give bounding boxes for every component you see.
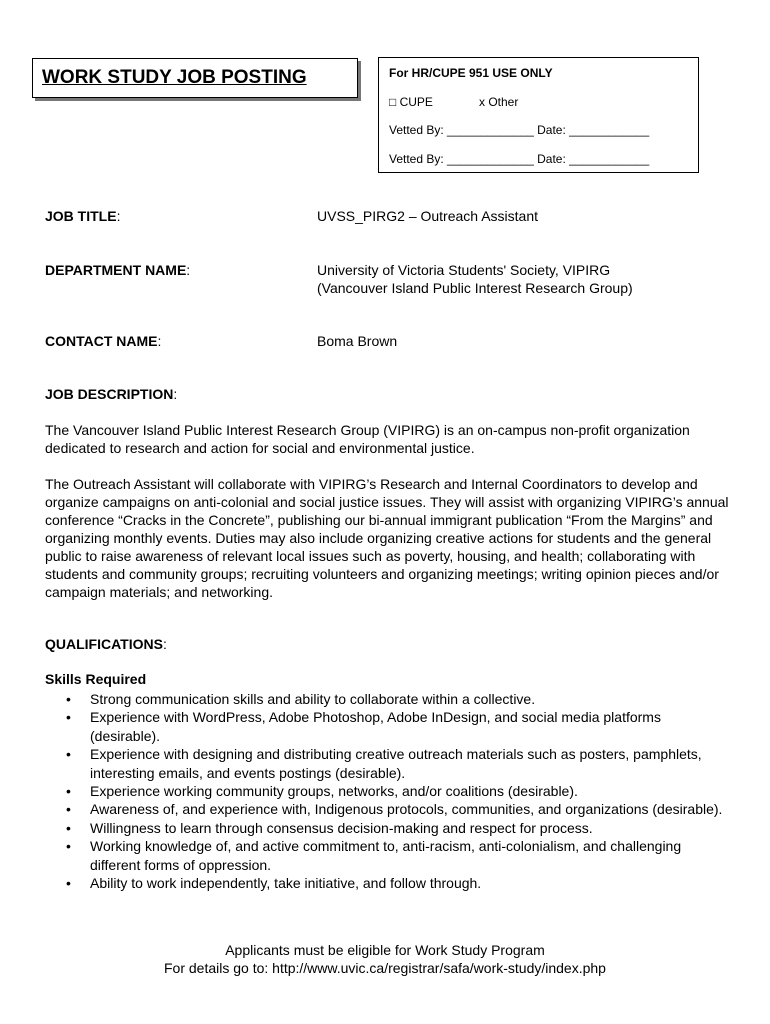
skill-text: Working knowledge of, and active commitment to, anti-racism, anti-colonialism, and challenging different forms of oppression. <box>90 838 682 873</box>
contact-value: Boma Brown <box>317 333 398 349</box>
hr-use-only-box <box>378 57 699 173</box>
cupe-checkbox[interactable]: □ CUPE <box>389 95 433 109</box>
footer-eligibility: Applicants must be eligible for Work Study Program <box>225 942 545 958</box>
bullet-icon: • <box>66 691 71 707</box>
skill-item <box>45 800 725 818</box>
footer-details-link[interactable]: For details go to: http://www.uvic.ca/registrar/safa/work-study/index.php <box>164 960 606 976</box>
skill-text: Willingness to learn through consensus decision-making and respect for process. <box>90 819 593 836</box>
skill-text: Strong communication skills and ability to collaborate within a collective. <box>90 691 536 707</box>
vetted-line-1: Vetted By: _____________ Date: ____________ <box>389 123 650 137</box>
posting-title-box <box>32 58 358 98</box>
job-description-heading: JOB DESCRIPTION: <box>45 386 178 402</box>
skills-required-heading: Skills Required <box>45 671 147 687</box>
skill-text: Awareness of, and experience with, Indigenous protocols, communities, and organizations (desirable). <box>90 801 723 818</box>
job-title-value: UVSS_PIRG2 – Outreach Assistant <box>317 208 538 224</box>
bullet-icon: • <box>66 838 71 855</box>
skill-item <box>45 874 725 892</box>
bullet-icon: • <box>66 709 71 726</box>
skill-text: Experience with designing and distributing creative outreach materials such as posters, pamphlets, interesting emails, and events postings (desirable). <box>90 746 702 781</box>
description-paragraph-2: The Outreach Assistant will collaborate with VIPIRG’s Research and Internal Coordinators to develop and organize campaigns on anti-colonial and social justice issues. They will assist with organizing VIPIRG’s annual conference “Cracks in the Concrete”, publishing our bi-annual immigrant publication “From the Margins” and organizing monthly events. Duties may also include organizing creative actions for students and the general public to raise awareness of relevant local issues such as poverty, housing, and health; collaborating with students and community groups; recruiting volunteers and organizing meetings; writing opinion pieces and/or campaign materials; and networking. <box>45 476 729 600</box>
skill-item <box>45 837 725 874</box>
skills-list <box>45 690 725 892</box>
department-label: DEPARTMENT NAME: <box>45 262 191 278</box>
qualifications-heading: QUALIFICATIONS: <box>45 636 167 652</box>
department-value: University of Victoria Students' Society, VIPIRG (Vancouver Island Public Interest Research Group) <box>317 262 633 296</box>
description-paragraph-1: The Vancouver Island Public Interest Research Group (VIPIRG) is an on-campus non-profit organization dedicated to research and action for social and environmental justice. <box>45 422 690 456</box>
skill-item <box>45 819 725 837</box>
skill-item <box>45 690 725 708</box>
bullet-icon: • <box>66 801 71 818</box>
skill-text: Ability to work independently, take initiative, and follow through. <box>90 875 482 892</box>
vetted-line-2: Vetted By: _____________ Date: ____________ <box>389 152 650 166</box>
skill-item <box>45 745 725 782</box>
job-title-label: JOB TITLE: <box>45 208 121 224</box>
skill-item <box>45 708 725 745</box>
bullet-icon: • <box>66 819 71 836</box>
bullet-icon: • <box>66 783 71 800</box>
skill-text: Experience working community groups, networks, and/or coalitions (desirable). <box>90 783 578 800</box>
bullet-icon: • <box>66 875 71 892</box>
hr-box-heading: For HR/CUPE 951 USE ONLY <box>389 66 553 80</box>
other-checkbox[interactable]: x Other <box>479 95 519 109</box>
contact-label: CONTACT NAME: <box>45 333 162 349</box>
bullet-icon: • <box>66 746 71 763</box>
page-title: WORK STUDY JOB POSTING <box>42 67 307 88</box>
skill-text: Experience with WordPress, Adobe Photoshop, Adobe InDesign, and social media platforms (desirable). <box>90 709 661 744</box>
skill-item <box>45 782 725 800</box>
